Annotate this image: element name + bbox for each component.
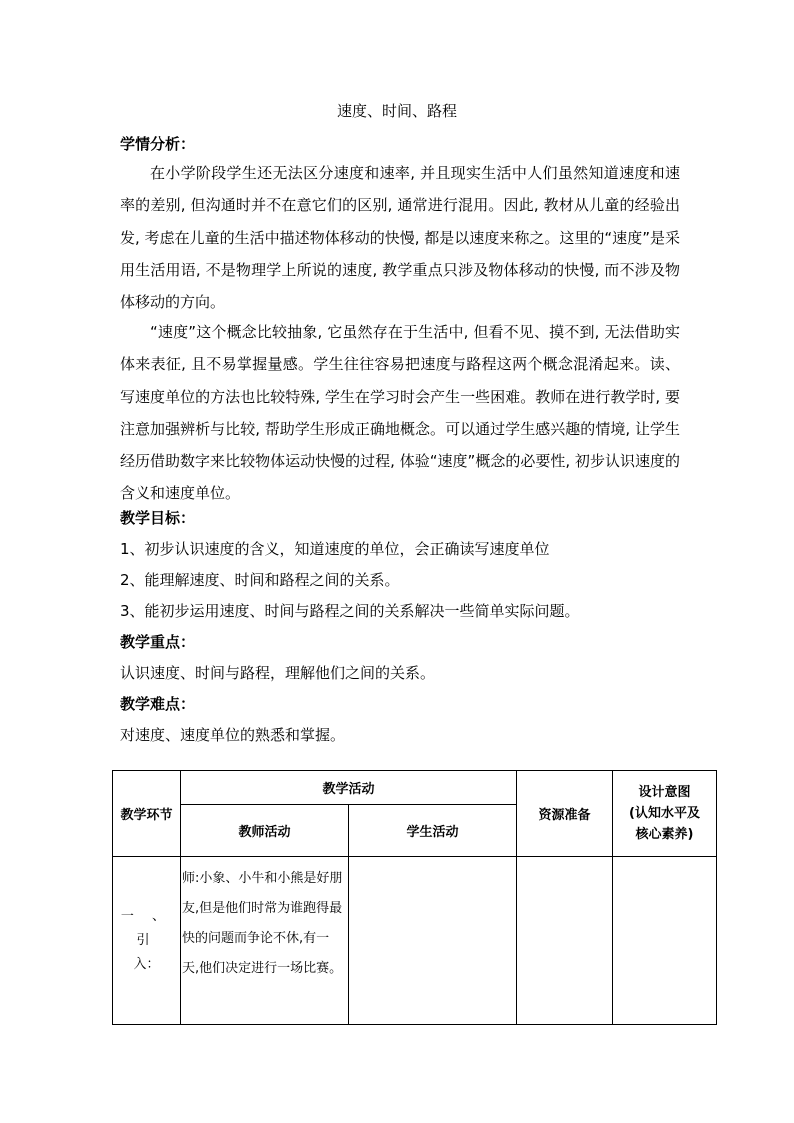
- header-student: 学生活动: [349, 805, 517, 857]
- key-points-text: 认识速度、时间与路程，理解他们之间的关系。: [120, 664, 436, 682]
- header-activities: 教学活动: [181, 771, 517, 805]
- difficulties-heading: 教学难点：: [120, 695, 196, 713]
- student-activity-cell: [349, 857, 517, 1025]
- key-points-heading: 教学重点：: [120, 633, 196, 651]
- goals-heading: 教学目标：: [120, 509, 196, 527]
- header-intent-line-2: (认知水平及: [629, 806, 700, 821]
- header-teacher: 教师活动: [181, 805, 349, 857]
- page-title: 速度、时间、路程: [336, 102, 457, 120]
- teacher-activity-cell: 师:小象、小牛和小熊是好朋友,但是他们时常为谁跑得最快的问题而争论不休,有一天,他们决定进行一场比赛。: [181, 857, 349, 1025]
- table-row: [113, 857, 717, 1025]
- goal-item-1: 1、初步认识速度的含义，知道速度的单位，会正确读写速度单位: [120, 540, 550, 558]
- goal-item-2: 2、能理解速度、时间和路程之间的关系。: [120, 571, 400, 589]
- stage-label-line-1: 一 、 引: [120, 908, 173, 948]
- header-intent-line-1: 设计意图: [638, 785, 691, 800]
- goal-item-3: 3、能初步运用速度、时间与路程之间的关系解决一些简单实际问题。: [120, 602, 580, 620]
- analysis-heading: 学情分析：: [120, 135, 196, 153]
- header-intent-line-3: 核心素养): [635, 827, 694, 842]
- header-resources: 资源准备: [517, 771, 613, 857]
- lesson-plan-table: [112, 770, 717, 1025]
- difficulties-text: 对速度、速度单位的熟悉和掌握。: [120, 726, 346, 744]
- intent-cell: [613, 857, 717, 1025]
- header-stage: 教学环节: [113, 771, 181, 857]
- analysis-paragraph-2: “速度”这个概念比较抽象, 它虽然存在于生活中, 但看不见、摸不到, 无法借助实体来表征, 且不易掌握量感。学生往往容易把速度与路程这两个概念混淆起来。读、写速度单位的方法也比较特殊, 学生在学习时会产生一些困难。教师在进行教学时, 要注意加强辨析与比较, 帮助学生形成正确地概念。可以通过学生感兴趣的情境, 让学生经历借助数字来比较物体运动快慢的过程, 体验“速度”概念的必要性, 初步认识速度的含义和速度单位。: [120, 323, 680, 503]
- stage-cell: [113, 857, 181, 1025]
- stage-label-line-2: 入：: [133, 956, 160, 972]
- header-intent: [613, 771, 717, 857]
- resources-cell: [517, 857, 613, 1025]
- analysis-paragraph-1: 在小学阶段学生还无法区分速度和速率, 并且现实生活中人们虽然知道速度和速率的差别, 但沟通时并不在意它们的区别, 通常进行混用。因此, 教材从儿童的经验出发, 考虑在儿童的生活中描述物体移动的快慢, 都是以速度来称之。这里的“速度”是采用生活用语, 不是物理学上所说的速度, 教学重点只涉及物体移动的快慢, 而不涉及物体移动的方向。: [120, 164, 680, 312]
